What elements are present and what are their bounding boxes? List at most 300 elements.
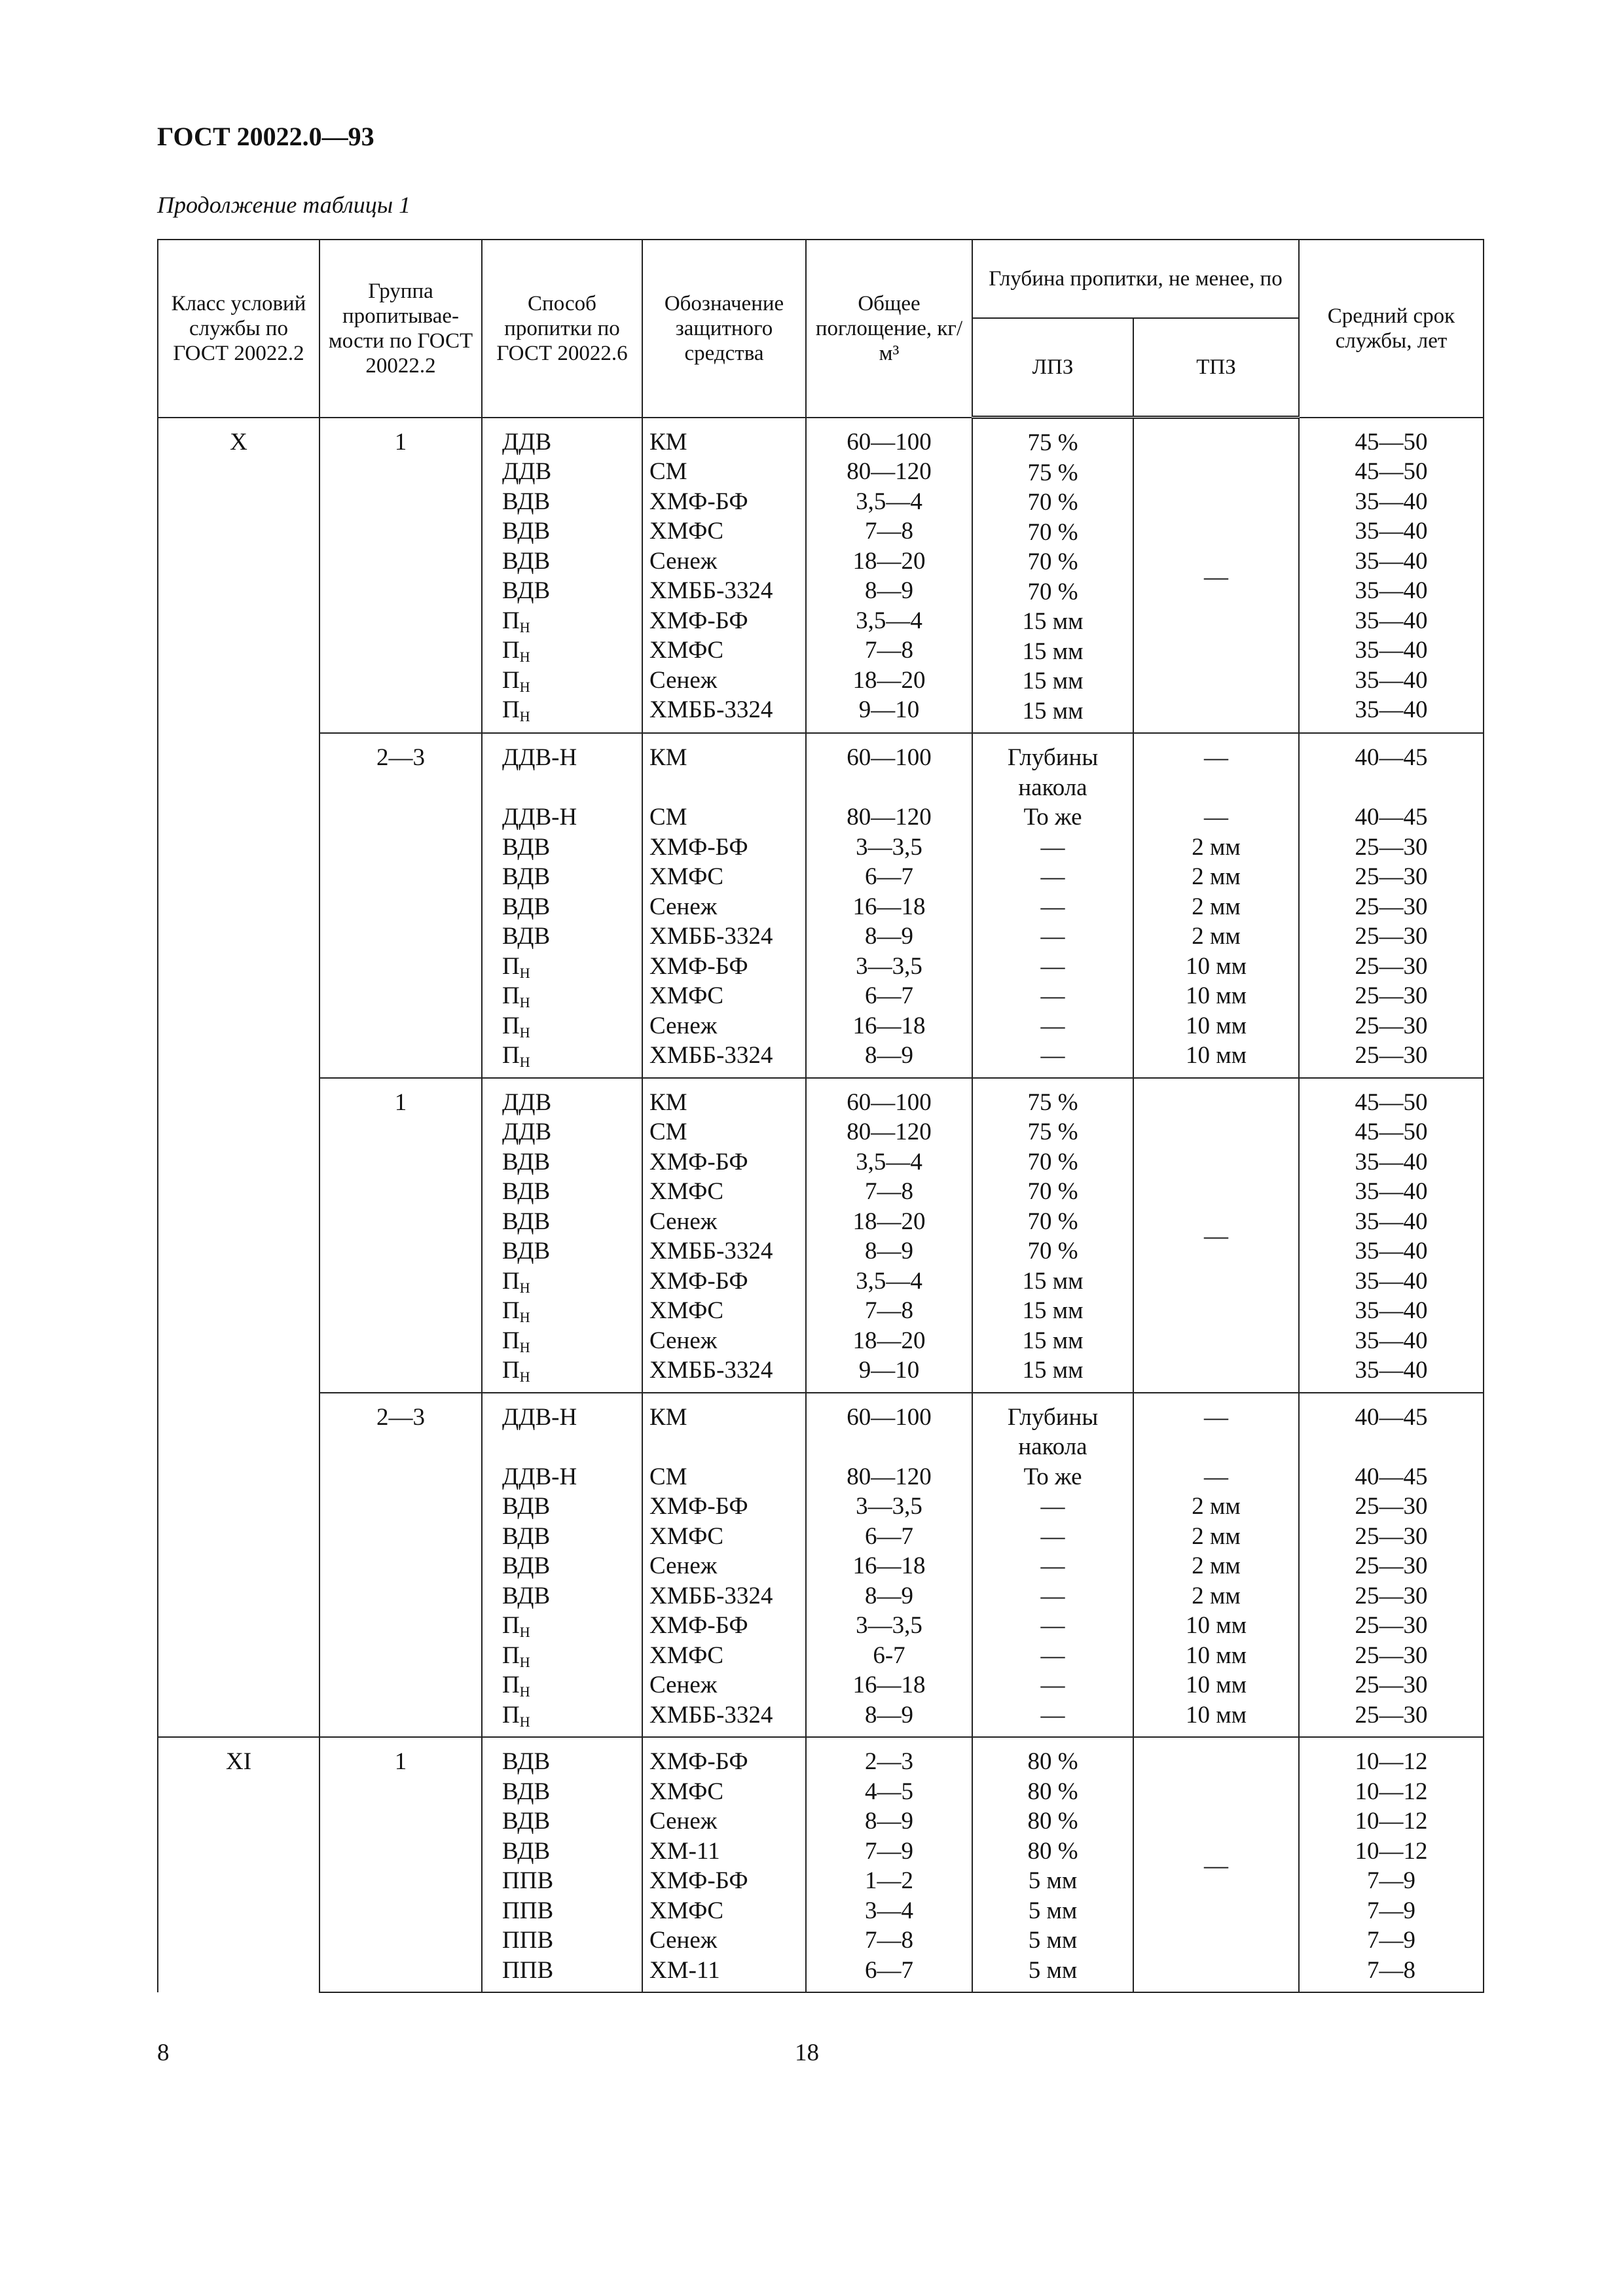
- method-value: $П_Н$: [502, 1357, 530, 1385]
- cell-method: [482, 1737, 642, 1992]
- header-service-life: Средний срок службы, лет: [1299, 240, 1484, 418]
- absorption-value: 8—9: [865, 1808, 913, 1835]
- method-value: ДДВ: [502, 1088, 552, 1116]
- lpz-value: накола: [1018, 774, 1087, 801]
- method-value: ДДВ-Н: [502, 1403, 577, 1431]
- group-value: 1: [394, 1088, 407, 1116]
- service-life-value: 25—30: [1355, 833, 1428, 861]
- lpz-value: То же: [1023, 804, 1082, 831]
- service-life-value: 35—40: [1355, 1208, 1428, 1235]
- method-value: ВДВ: [502, 863, 551, 890]
- cell-service-life: [1299, 418, 1484, 734]
- cell-group: [319, 733, 482, 1078]
- cell-service-life: [1299, 1737, 1484, 1992]
- agent-value: ХМББ-3324: [649, 1357, 773, 1384]
- header-group: Группа пропитывае-мости по ГОСТ 20022.2: [319, 240, 482, 418]
- absorption-value: 3,5—4: [856, 1148, 922, 1175]
- service-life-value: 35—40: [1355, 488, 1428, 515]
- agent-value: ХМББ-3324: [649, 1701, 773, 1729]
- tpz-value: [1134, 773, 1298, 803]
- agent-value: ХМФ-БФ: [649, 1267, 748, 1295]
- class-value: XI: [225, 1748, 252, 1775]
- lpz-value: —: [1040, 893, 1065, 920]
- service-life-value: 35—40: [1355, 1148, 1428, 1175]
- method-value: ППВ: [502, 1867, 554, 1894]
- service-life-value: 25—30: [1355, 893, 1428, 920]
- lpz-value: 75 %: [1027, 1119, 1078, 1145]
- agent-value: КМ: [649, 1088, 687, 1116]
- cell-agent: [642, 1078, 806, 1393]
- service-life-value: 7—9: [1367, 1897, 1415, 1924]
- absorption-value: 3,5—4: [856, 488, 922, 515]
- agent-value: ХМББ-3324: [649, 577, 773, 604]
- cell-tpz: [1133, 733, 1299, 1078]
- method-value: ДДВ: [502, 458, 552, 485]
- agent-value: ХМФ-БФ: [649, 952, 748, 980]
- lpz-value: 15 мм: [1022, 697, 1084, 725]
- absorption-value: 6-7: [873, 1641, 905, 1669]
- agent-value: ХМФС: [649, 637, 724, 664]
- service-life-value: 35—40: [1355, 547, 1428, 575]
- absorption-value: 80—120: [847, 458, 932, 485]
- agent-value: КМ: [649, 1403, 687, 1431]
- tpz-value: 2 мм: [1192, 833, 1241, 861]
- absorption-value: 3—3,5: [856, 833, 922, 861]
- service-life-value: 45—50: [1355, 458, 1428, 485]
- absorption-value: 2—3: [865, 1748, 913, 1775]
- agent-value: ХМФС: [649, 518, 724, 545]
- lpz-value: —: [1040, 982, 1065, 1009]
- tpz-value: —: [1204, 1463, 1228, 1490]
- header-absorption: Общее поглощение, кг/м³: [806, 240, 972, 418]
- lpz-value: 70 %: [1027, 1178, 1078, 1205]
- absorption-value: 1—2: [865, 1867, 913, 1894]
- absorption-value: 8—9: [865, 1582, 913, 1609]
- group-value: 2—3: [376, 1403, 425, 1431]
- service-life-value: 10—12: [1355, 1778, 1428, 1805]
- agent-value: ХМФ-БФ: [649, 488, 748, 515]
- method-value: ДДВ-Н: [502, 1463, 577, 1490]
- service-life-value: 35—40: [1355, 607, 1428, 634]
- agent-value: ХМББ-3324: [649, 1238, 773, 1265]
- agent-value: ХМФ-БФ: [649, 1148, 748, 1175]
- agent-value: ХМФС: [649, 1178, 724, 1205]
- method-value: ВДВ: [502, 1238, 551, 1265]
- absorption-value: 6—7: [865, 863, 913, 890]
- lpz-value: 75 %: [1027, 429, 1078, 456]
- method-value: ППВ: [502, 1927, 554, 1954]
- service-life-value: 25—30: [1355, 1701, 1428, 1729]
- lpz-value: 70 %: [1027, 489, 1078, 516]
- data-table: [157, 239, 1484, 1993]
- lpz-value: —: [1040, 1493, 1065, 1520]
- lpz-value: То же: [1023, 1463, 1082, 1490]
- lpz-value: —: [1040, 1582, 1065, 1609]
- lpz-value: —: [1040, 863, 1065, 890]
- method-value: $П_Н$: [502, 607, 530, 636]
- cell-tpz: [1133, 1078, 1299, 1393]
- method-value: $П_Н$: [502, 1012, 530, 1041]
- tpz-value: 10 мм: [1185, 982, 1247, 1009]
- lpz-value: 80 %: [1027, 1808, 1078, 1835]
- absorption-value: 7—8: [865, 1297, 913, 1324]
- absorption-value: 4—5: [865, 1778, 913, 1805]
- absorption-value: 3—3,5: [856, 1612, 922, 1639]
- method-value: $П_Н$: [502, 1267, 530, 1296]
- method-value: $П_Н$: [502, 1641, 530, 1670]
- service-life-value: [1300, 1432, 1483, 1462]
- method-value: ДДВ: [502, 1119, 552, 1145]
- cell-class: [158, 1393, 319, 1738]
- tpz-value: 10 мм: [1185, 1701, 1247, 1729]
- lpz-value: 15 мм: [1022, 608, 1084, 635]
- service-life-value: 10—12: [1355, 1808, 1428, 1835]
- service-life-value: 7—9: [1367, 1927, 1415, 1954]
- tpz-value: 10 мм: [1185, 1672, 1247, 1698]
- agent-value: ХМФ-БФ: [649, 833, 748, 861]
- method-value: [502, 1432, 642, 1462]
- lpz-value: 70 %: [1027, 518, 1078, 546]
- agent-value: ХМФС: [649, 1522, 724, 1550]
- absorption-value: [807, 1432, 972, 1462]
- document-title: ГОСТ 20022.0—93: [157, 122, 374, 151]
- cell-absorption: [806, 418, 972, 734]
- cell-class: [158, 1737, 319, 1992]
- cell-agent: [642, 1737, 806, 1992]
- absorption-value: 60—100: [847, 428, 932, 456]
- lpz-value: 70 %: [1027, 1238, 1078, 1265]
- cell-group: [319, 1393, 482, 1738]
- table-row-group: [158, 733, 1484, 1078]
- agent-value: ХМФ-БФ: [649, 1748, 748, 1775]
- lpz-value: 70 %: [1027, 1148, 1078, 1175]
- agent-value: Сенеж: [649, 1327, 718, 1354]
- cell-method: [482, 733, 642, 1078]
- absorption-value: 8—9: [865, 1042, 913, 1069]
- service-life-value: 25—30: [1355, 1522, 1428, 1550]
- table-row-group: [158, 1393, 1484, 1738]
- service-life-value: 35—40: [1355, 696, 1428, 723]
- absorption-value: 60—100: [847, 1403, 932, 1431]
- method-value: ВДВ: [502, 1208, 551, 1235]
- service-life-value: 35—40: [1355, 1178, 1428, 1205]
- absorption-value: 8—9: [865, 1701, 913, 1729]
- method-value: ВДВ: [502, 893, 551, 920]
- method-value: ВДВ: [502, 1837, 551, 1865]
- tpz-value: 2 мм: [1192, 1582, 1241, 1609]
- tpz-value: 10 мм: [1185, 1012, 1247, 1039]
- page-number-left: 8: [157, 2039, 170, 2066]
- cell-service-life: [1299, 1393, 1484, 1738]
- agent-value: ХМФ-БФ: [649, 607, 748, 634]
- lpz-value: 5 мм: [1028, 1927, 1078, 1954]
- cell-lpz: [972, 1078, 1133, 1393]
- method-value: ВДВ: [502, 488, 551, 515]
- cell-lpz: [972, 1393, 1133, 1738]
- cell-service-life: [1299, 733, 1484, 1078]
- cell-absorption: [806, 1078, 972, 1393]
- tpz-value: 10 мм: [1185, 1042, 1247, 1069]
- cell-service-life: [1299, 1078, 1484, 1393]
- absorption-value: 3—3,5: [856, 952, 922, 980]
- table-header: [158, 240, 1484, 418]
- tpz-merged-value: —: [1204, 1223, 1228, 1250]
- service-life-value: 45—50: [1355, 1088, 1428, 1116]
- absorption-value: 9—10: [858, 1357, 920, 1384]
- lpz-value: —: [1040, 1042, 1065, 1069]
- service-life-value: 35—40: [1355, 518, 1428, 545]
- agent-value: Сенеж: [649, 1208, 718, 1235]
- agent-value: СМ: [649, 1463, 687, 1490]
- tpz-value: 2 мм: [1192, 1493, 1241, 1520]
- table-row-group: [158, 418, 1484, 734]
- lpz-value: накола: [1018, 1433, 1087, 1460]
- agent-value: КМ: [649, 428, 687, 456]
- absorption-value: 7—8: [865, 637, 913, 664]
- method-value: $П_Н$: [502, 1297, 530, 1325]
- cell-class: [158, 733, 319, 1078]
- page-number-center: 18: [795, 2039, 819, 2066]
- service-life-value: 25—30: [1355, 1012, 1428, 1039]
- group-value: 1: [394, 1748, 407, 1775]
- service-life-value: 35—40: [1355, 1327, 1428, 1354]
- method-value: ВДВ: [502, 1808, 551, 1835]
- group-value: 1: [394, 428, 407, 456]
- agent-value: ХМФС: [649, 1897, 724, 1924]
- cell-method: [482, 1393, 642, 1738]
- agent-value: [649, 1432, 805, 1462]
- tpz-value: —: [1204, 744, 1228, 771]
- service-life-value: 25—30: [1355, 1582, 1428, 1609]
- cell-lpz: [972, 733, 1133, 1078]
- lpz-value: —: [1040, 833, 1065, 861]
- cell-agent: [642, 1393, 806, 1738]
- method-value: ВДВ: [502, 1748, 551, 1775]
- service-life-value: 35—40: [1355, 1238, 1428, 1265]
- method-value: ВДВ: [502, 1178, 551, 1205]
- absorption-value: 18—20: [852, 666, 926, 694]
- service-life-value: 35—40: [1355, 1357, 1428, 1384]
- service-life-value: [1300, 773, 1483, 803]
- service-life-value: 35—40: [1355, 637, 1428, 664]
- cell-agent: [642, 418, 806, 734]
- cell-absorption: [806, 1737, 972, 1992]
- method-value: ВДВ: [502, 1552, 551, 1579]
- agent-value: ХМФ-БФ: [649, 1867, 748, 1894]
- tpz-value: 2 мм: [1192, 923, 1241, 950]
- absorption-value: 7—9: [865, 1837, 913, 1865]
- cell-class: [158, 418, 319, 734]
- absorption-value: 6—7: [865, 1956, 913, 1984]
- absorption-value: 80—120: [847, 1463, 932, 1490]
- lpz-value: 70 %: [1027, 548, 1078, 575]
- method-value: ВДВ: [502, 833, 551, 861]
- method-value: $П_Н$: [502, 666, 530, 695]
- lpz-value: Глубины: [1007, 744, 1099, 771]
- table-caption: Продолжение таблицы 1: [157, 192, 411, 218]
- agent-value: Сенеж: [649, 1808, 718, 1835]
- agent-value: Сенеж: [649, 893, 718, 920]
- service-life-value: 35—40: [1355, 1267, 1428, 1295]
- service-life-value: 40—45: [1355, 1463, 1428, 1490]
- service-life-value: 10—12: [1355, 1837, 1428, 1865]
- agent-value: Сенеж: [649, 547, 718, 575]
- method-value: ВДВ: [502, 1582, 551, 1609]
- method-value: ВДВ: [502, 1778, 551, 1805]
- absorption-value: 9—10: [858, 696, 920, 723]
- agent-value: СМ: [649, 804, 687, 831]
- service-life-value: 7—8: [1367, 1956, 1415, 1984]
- header-agent: Обозначение защитного средства: [642, 240, 806, 418]
- table-row-group: [158, 1078, 1484, 1393]
- agent-value: [649, 773, 805, 803]
- method-value: ДДВ-Н: [502, 744, 577, 771]
- agent-value: ХМФС: [649, 1641, 724, 1669]
- cell-lpz: [972, 418, 1133, 734]
- cell-tpz: [1133, 418, 1299, 734]
- service-life-value: 25—30: [1355, 1641, 1428, 1669]
- agent-value: ХМФ-БФ: [649, 1493, 748, 1520]
- method-value: $П_Н$: [502, 696, 530, 725]
- absorption-value: 16—18: [852, 893, 926, 920]
- method-value: $П_Н$: [502, 1672, 530, 1700]
- absorption-value: 8—9: [865, 577, 913, 604]
- agent-value: Сенеж: [649, 1672, 718, 1698]
- service-life-value: 45—50: [1355, 1119, 1428, 1145]
- cell-absorption: [806, 733, 972, 1078]
- lpz-value: —: [1040, 1672, 1065, 1698]
- agent-value: ХМББ-3324: [649, 1042, 773, 1069]
- agent-value: ХМФС: [649, 1778, 724, 1805]
- tpz-value: —: [1204, 804, 1228, 831]
- lpz-value: 5 мм: [1028, 1956, 1078, 1984]
- absorption-value: 16—18: [852, 1672, 926, 1698]
- agent-value: ХМФС: [649, 1297, 724, 1324]
- lpz-value: 5 мм: [1028, 1867, 1078, 1894]
- absorption-value: 18—20: [852, 1208, 926, 1235]
- lpz-value: 70 %: [1027, 1208, 1078, 1235]
- absorption-value: 3,5—4: [856, 1267, 922, 1295]
- lpz-value: 15 мм: [1022, 1357, 1084, 1384]
- service-life-value: 25—30: [1355, 952, 1428, 980]
- absorption-value: 7—8: [865, 1178, 913, 1205]
- service-life-value: 40—45: [1355, 744, 1428, 771]
- cell-method: [482, 1078, 642, 1393]
- cell-agent: [642, 733, 806, 1078]
- lpz-value: 75 %: [1027, 1088, 1078, 1116]
- agent-value: ХМББ-3324: [649, 1582, 773, 1609]
- method-value: [502, 773, 642, 803]
- agent-value: СМ: [649, 1119, 687, 1145]
- lpz-value: 5 мм: [1028, 1897, 1078, 1924]
- tpz-value: 10 мм: [1185, 1612, 1247, 1639]
- lpz-value: 80 %: [1027, 1748, 1078, 1775]
- header-tpz: ТПЗ: [1133, 318, 1299, 418]
- tpz-value: 2 мм: [1192, 1522, 1241, 1550]
- lpz-value: 15 мм: [1022, 668, 1084, 694]
- class-value: [158, 1087, 319, 1117]
- service-life-value: 25—30: [1355, 923, 1428, 950]
- tpz-value: 2 мм: [1192, 1552, 1241, 1579]
- cell-method: [482, 418, 642, 734]
- service-life-value: 25—30: [1355, 1042, 1428, 1069]
- cell-tpz: [1133, 1393, 1299, 1738]
- cell-group: [319, 418, 482, 734]
- service-life-value: 10—12: [1355, 1748, 1428, 1775]
- service-life-value: 40—45: [1355, 1403, 1428, 1431]
- method-value: $П_Н$: [502, 1327, 530, 1355]
- method-value: $П_Н$: [502, 952, 530, 981]
- lpz-value: —: [1040, 1522, 1065, 1550]
- agent-value: КМ: [649, 744, 687, 771]
- tpz-merged-value: —: [1204, 1852, 1228, 1880]
- service-life-value: 40—45: [1355, 804, 1428, 831]
- tpz-value: —: [1204, 1403, 1228, 1431]
- absorption-value: 3,5—4: [856, 607, 922, 634]
- table-row-group: [158, 1737, 1484, 1992]
- cell-class: [158, 1078, 319, 1393]
- method-value: $П_Н$: [502, 1612, 530, 1640]
- method-value: $П_Н$: [502, 637, 530, 665]
- service-life-value: 25—30: [1355, 1493, 1428, 1520]
- lpz-value: 15 мм: [1022, 1297, 1084, 1324]
- absorption-value: 60—100: [847, 1088, 932, 1116]
- lpz-value: —: [1040, 952, 1065, 980]
- method-value: $П_Н$: [502, 1701, 530, 1730]
- absorption-value: 7—8: [865, 1927, 913, 1954]
- lpz-value: —: [1040, 1012, 1065, 1039]
- cell-lpz: [972, 1737, 1133, 1992]
- lpz-value: 75 %: [1027, 459, 1078, 486]
- absorption-value: 3—3,5: [856, 1493, 922, 1520]
- class-value: [158, 1402, 319, 1432]
- method-value: ВДВ: [502, 1493, 551, 1520]
- lpz-value: —: [1040, 1641, 1065, 1669]
- cell-tpz: [1133, 1737, 1299, 1992]
- agent-value: ХМББ-3324: [649, 923, 773, 950]
- absorption-value: 80—120: [847, 1119, 932, 1145]
- method-value: ВДВ: [502, 518, 551, 545]
- tpz-value: 10 мм: [1185, 952, 1247, 980]
- agent-value: ХМФ-БФ: [649, 1612, 748, 1639]
- lpz-value: 70 %: [1027, 578, 1078, 605]
- class-value: X: [230, 428, 247, 456]
- method-value: ВДВ: [502, 923, 551, 950]
- method-value: ВДВ: [502, 547, 551, 575]
- method-value: ППВ: [502, 1897, 554, 1924]
- method-value: $П_Н$: [502, 982, 530, 1011]
- lpz-value: 15 мм: [1022, 637, 1084, 665]
- absorption-value: 16—18: [852, 1552, 926, 1579]
- tpz-value: 10 мм: [1185, 1641, 1247, 1669]
- method-value: $П_Н$: [502, 1042, 530, 1070]
- service-life-value: 25—30: [1355, 1552, 1428, 1579]
- absorption-value: 6—7: [865, 1522, 913, 1550]
- lpz-value: —: [1040, 1612, 1065, 1639]
- cell-group: [319, 1737, 482, 1992]
- absorption-value: [807, 773, 972, 803]
- service-life-value: 25—30: [1355, 1672, 1428, 1698]
- service-life-value: 35—40: [1355, 1297, 1428, 1324]
- absorption-value: 80—120: [847, 804, 932, 831]
- header-method: Способ пропитки по ГОСТ 20022.6: [482, 240, 642, 418]
- tpz-value: 2 мм: [1192, 893, 1241, 920]
- service-life-value: 7—9: [1367, 1867, 1415, 1894]
- service-life-value: 45—50: [1355, 428, 1428, 456]
- lpz-value: 80 %: [1027, 1837, 1078, 1865]
- agent-value: Сенеж: [649, 1927, 718, 1954]
- service-life-value: 35—40: [1355, 577, 1428, 604]
